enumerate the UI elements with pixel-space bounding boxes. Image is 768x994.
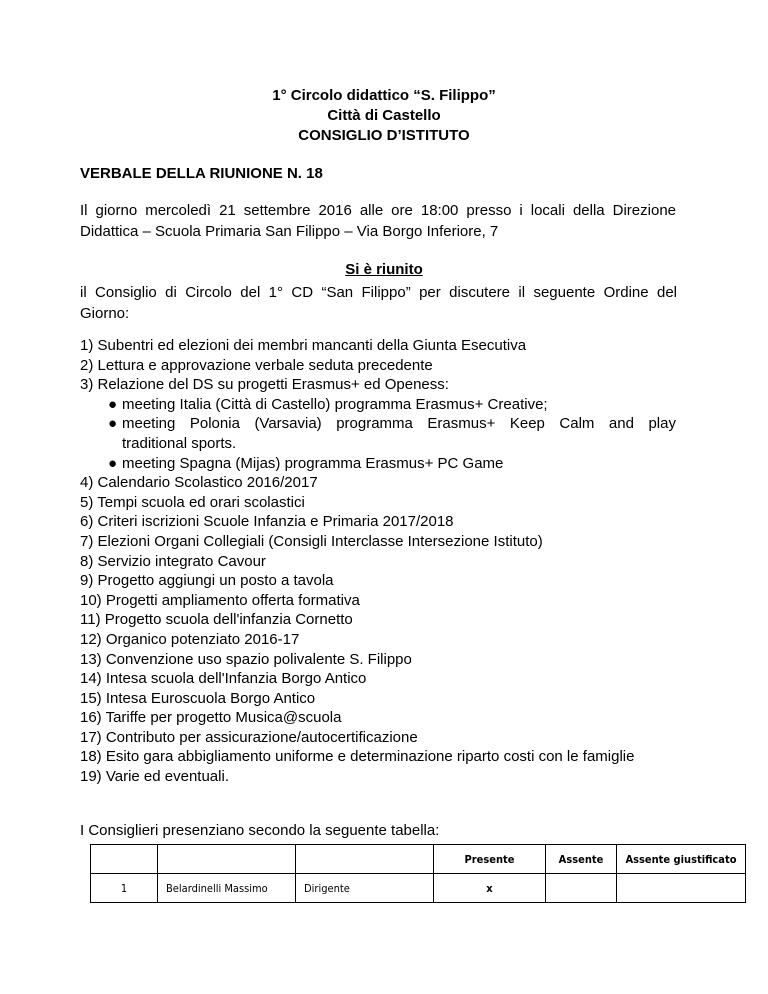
- intro-paragraph: [80, 200, 676, 242]
- intro-line: Didattica – Scuola Primaria San Filippo – Via Borgo Inferiore, 7: [80, 223, 499, 240]
- agenda-sub-item-text: traditional sports.: [122, 434, 237, 452]
- councillors-table: [90, 844, 746, 903]
- agenda-item: 16) Tariffe per progetto Musica@scuola: [80, 709, 342, 727]
- agenda-item: 10) Progetti ampliamento offerta formativa: [80, 591, 360, 609]
- agenda-sub-item-text: meeting Spagna (Mijas) programma Erasmus+ PC Game: [122, 454, 504, 472]
- agenda-sub-item-text: meeting Italia (Città di Castello) programma Erasmus+ Creative;: [122, 395, 548, 413]
- agenda-sub-item: [80, 414, 680, 453]
- intro-line: Il giorno mercoledì 21 settembre 2016 alle ore 18:00 presso i locali della Direzione: [80, 202, 676, 219]
- riunito-heading: Si è riunito: [345, 261, 423, 278]
- header-cell-number: [91, 845, 158, 874]
- bullet-icon: ●: [108, 415, 118, 433]
- agenda-sub-item-text: meeting Polonia (Varsavia) programma Erasmus+ Keep Calm and play: [122, 415, 676, 433]
- table-header-row: [91, 845, 746, 874]
- convened-paragraph: [80, 282, 677, 324]
- council-name: CONSIGLIO D’ISTITUTO: [298, 127, 470, 144]
- agenda-item: 6) Criteri iscrizioni Scuole Infanzia e Primaria 2017/2018: [80, 513, 454, 531]
- agenda-item: 18) Esito gara abbigliamento uniforme e determinazione riparto costi con le famiglie: [80, 748, 635, 766]
- city-name: Città di Castello: [327, 107, 441, 124]
- agenda-item: 13) Convenzione uso spazio polivalente S. Filippo: [80, 650, 412, 668]
- verbale-title: VERBALE DELLA RIUNIONE N. 18: [80, 165, 323, 182]
- agenda-item: 9) Progetto aggiungi un posto a tavola: [80, 572, 334, 590]
- agenda-sub-item: [80, 395, 680, 415]
- header-cell-role: [296, 845, 434, 874]
- row-number: 1: [91, 874, 158, 903]
- header-cell-presente: Presente: [434, 845, 546, 874]
- convened-line: il Consiglio di Circolo del 1° CD “San Filippo” per discutere il seguente Ordine del: [80, 284, 677, 301]
- school-name: 1° Circolo didattico “S. Filippo”: [272, 87, 496, 104]
- convened-line: Giorno:: [80, 305, 130, 322]
- agenda-item: 8) Servizio integrato Cavour: [80, 552, 266, 570]
- header-cell-assente: Assente: [546, 845, 617, 874]
- agenda-item: 12) Organico potenziato 2016-17: [80, 630, 300, 648]
- agenda-item: 11) Progetto scuola dell'infanzia Cornetto: [80, 611, 353, 629]
- header-cell-name: [158, 845, 296, 874]
- header-cell-giustificato: Assente giustificato: [617, 845, 746, 874]
- agenda-sub-item: [80, 454, 680, 474]
- agenda-item: 4) Calendario Scolastico 2016/2017: [80, 474, 318, 492]
- table-row: [91, 874, 746, 903]
- bullet-icon: ●: [108, 454, 118, 472]
- row-giustificato: [617, 874, 746, 903]
- agenda-item: 15) Intesa Euroscuola Borgo Antico: [80, 689, 316, 707]
- agenda-item: 1) Subentri ed elezioni dei membri mancanti della Giunta Esecutiva: [80, 337, 527, 354]
- row-name: Belardinelli Massimo: [158, 874, 296, 903]
- document-header: [0, 86, 768, 146]
- table-caption: I Consiglieri presenziano secondo la seguente tabella:: [80, 822, 440, 839]
- row-role: Dirigente: [296, 874, 434, 903]
- agenda-item: 17) Contributo per assicurazione/autocertificazione: [80, 728, 418, 746]
- row-presente: x: [434, 874, 546, 903]
- bullet-icon: ●: [108, 395, 118, 413]
- agenda-item: 5) Tempi scuola ed orari scolastici: [80, 493, 305, 511]
- agenda-item: 14) Intesa scuola dell'Infanzia Borgo Antico: [80, 670, 367, 688]
- agenda-item: 2) Lettura e approvazione verbale seduta precedente: [80, 356, 433, 374]
- row-assente: [546, 874, 617, 903]
- agenda-item: 7) Elezioni Organi Collegiali (Consigli Interclasse Intersezione Istituto): [80, 532, 543, 550]
- agenda-item: 3) Relazione del DS su progetti Erasmus+ ed Openess:: [80, 376, 449, 394]
- agenda-item: 19) Varie ed eventuali.: [80, 768, 229, 786]
- agenda-list: [80, 336, 680, 787]
